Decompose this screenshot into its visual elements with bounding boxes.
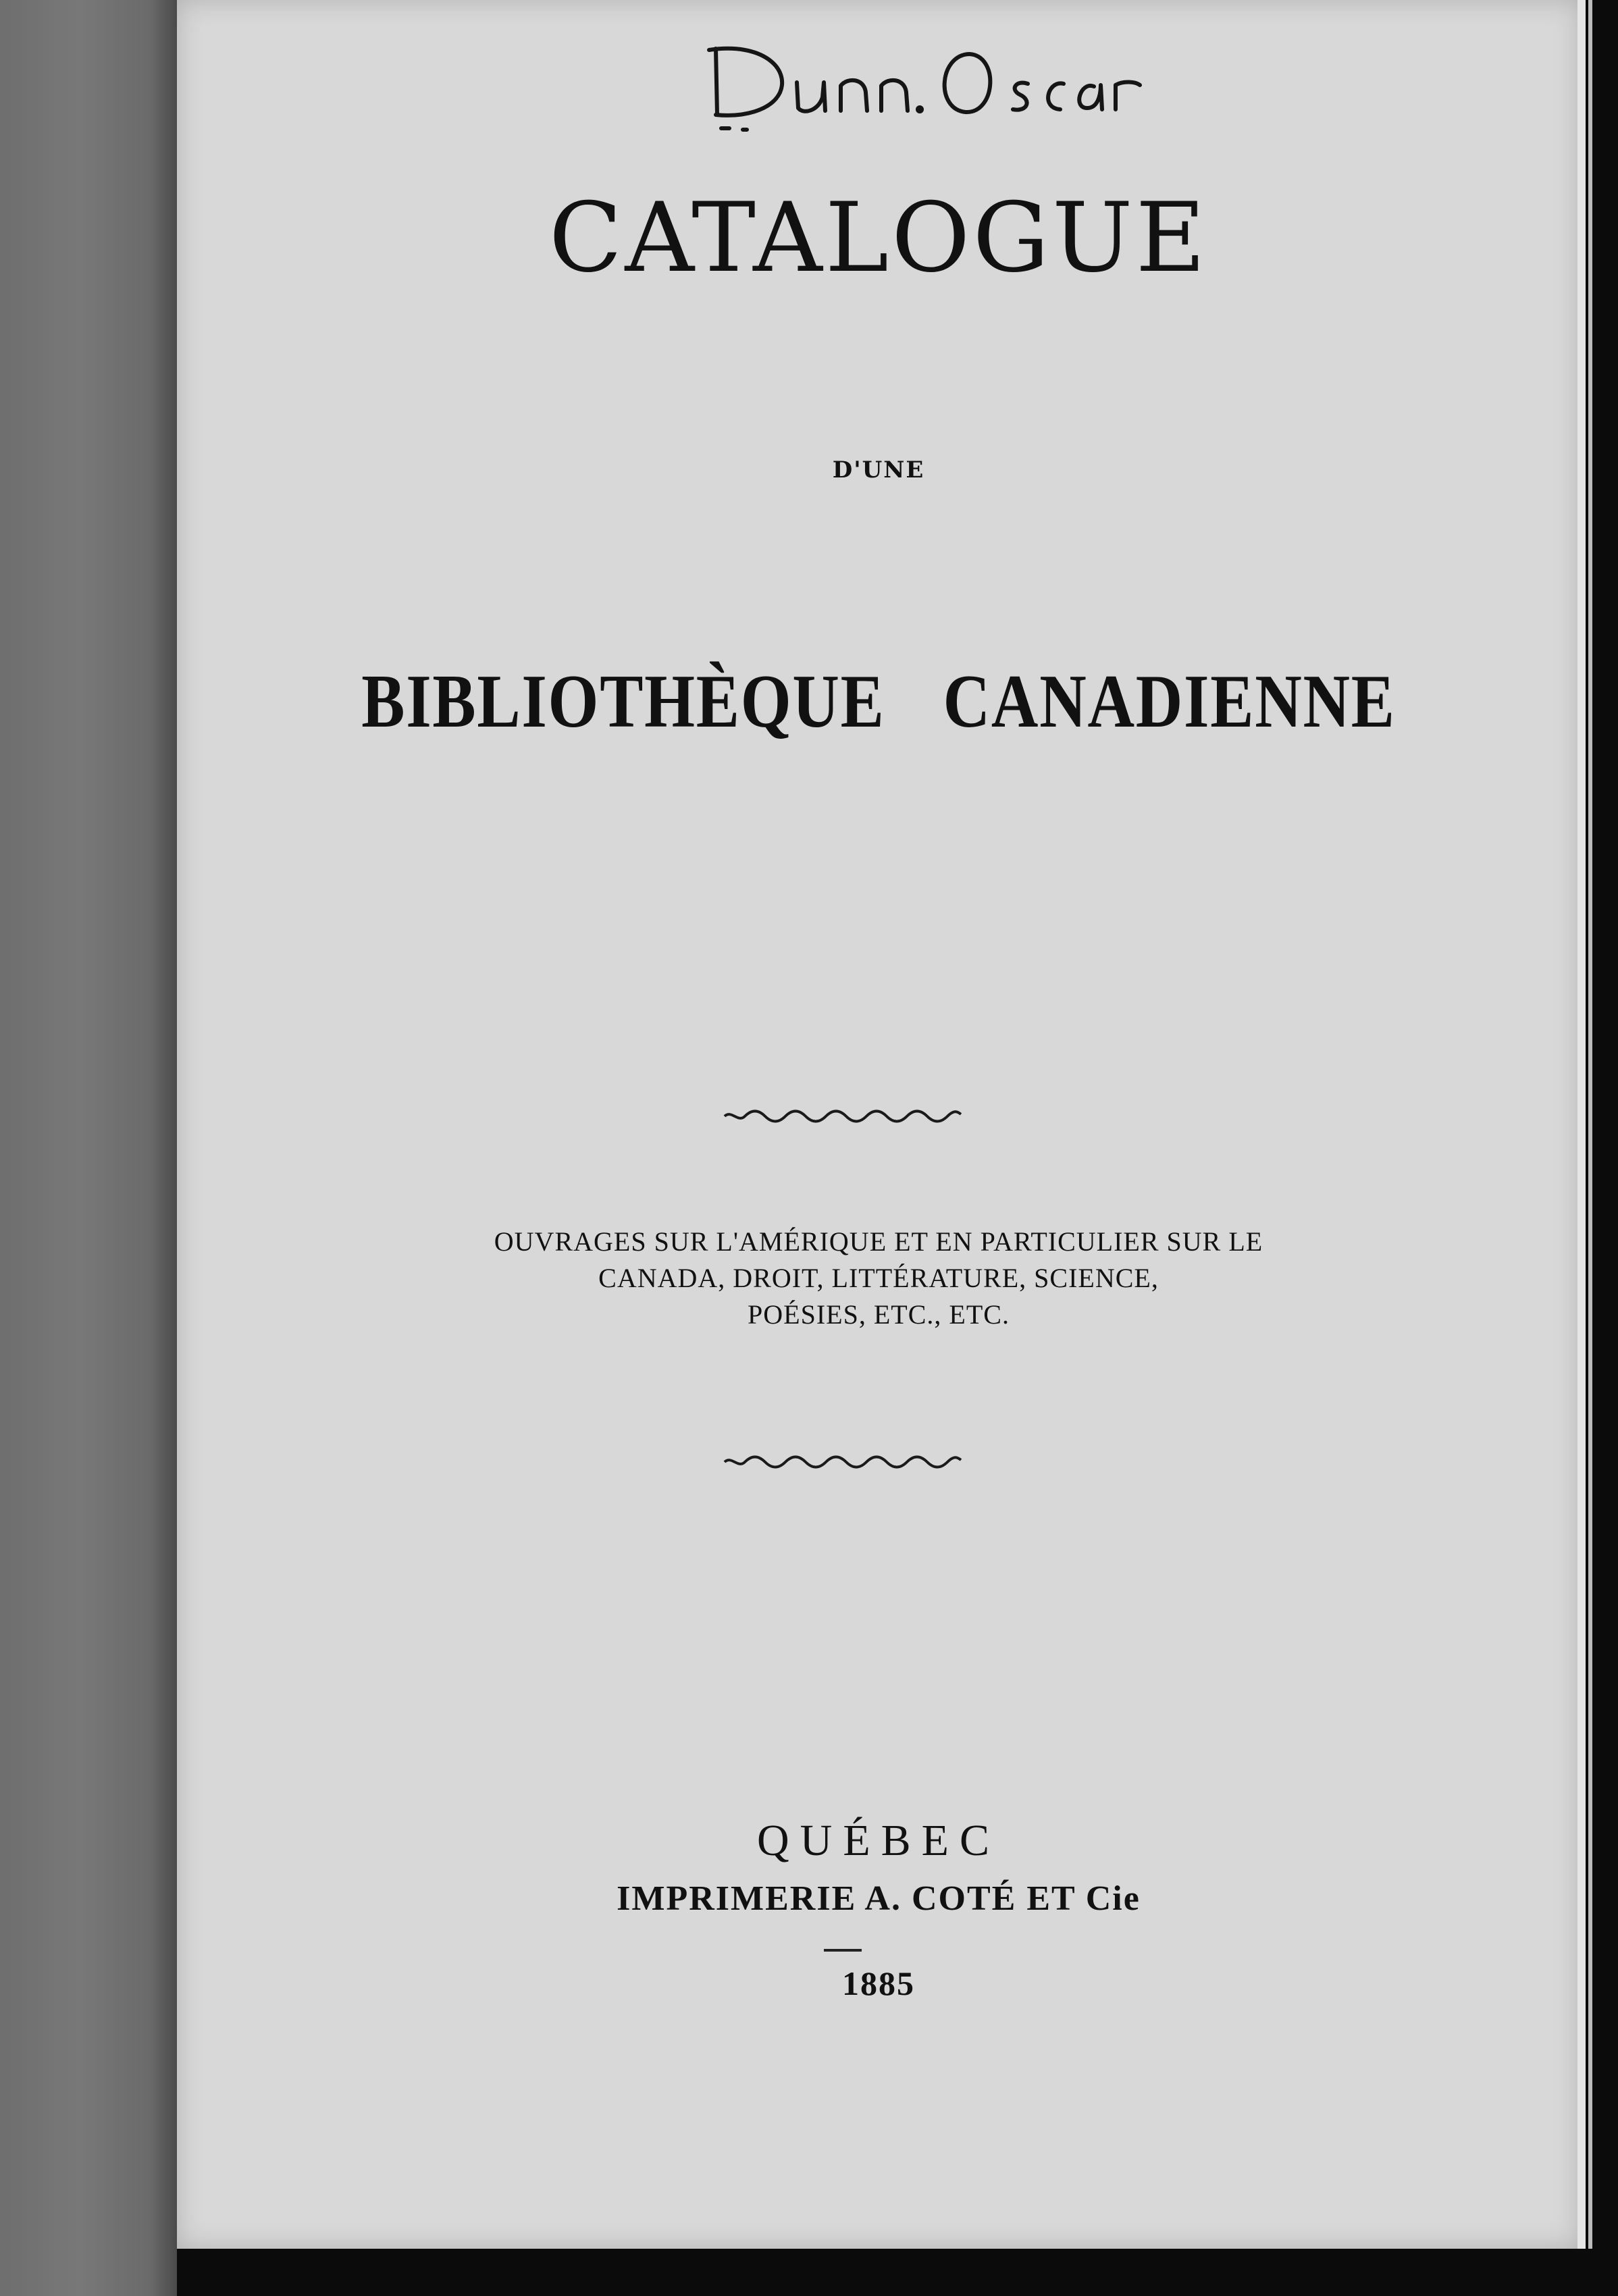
subtitle: BIBLIOTHÈQUE CANADIENNE <box>361 660 1396 743</box>
ornamental-rule-top <box>721 1106 964 1126</box>
connector-text: D'UNE <box>832 456 925 484</box>
imprint-divider <box>824 1949 862 1952</box>
description-line: OUVRAGES SUR L'AMÉRIQUE ET EN PARTICULIER SUR LE <box>494 1226 1263 1257</box>
description-block <box>177 1224 1580 1333</box>
catalogue-title: CATALOGUE <box>548 182 1209 294</box>
imprint-printer: IMPRIMERIE A. COTÉ ET Cie <box>617 1879 1141 1918</box>
handwritten-signature <box>702 35 1148 136</box>
ornamental-rule-bottom <box>721 1452 964 1472</box>
page-edge-shadow <box>1588 0 1592 2249</box>
description-line: POÉSIES, ETC., ETC. <box>748 1299 1010 1330</box>
imprint-place: QUÉBEC <box>757 1816 1000 1865</box>
description-line: CANADA, DROIT, LITTÉRATURE, SCIENCE, <box>598 1263 1159 1293</box>
book-spine <box>0 0 177 2296</box>
imprint-year: 1885 <box>842 1964 915 2002</box>
